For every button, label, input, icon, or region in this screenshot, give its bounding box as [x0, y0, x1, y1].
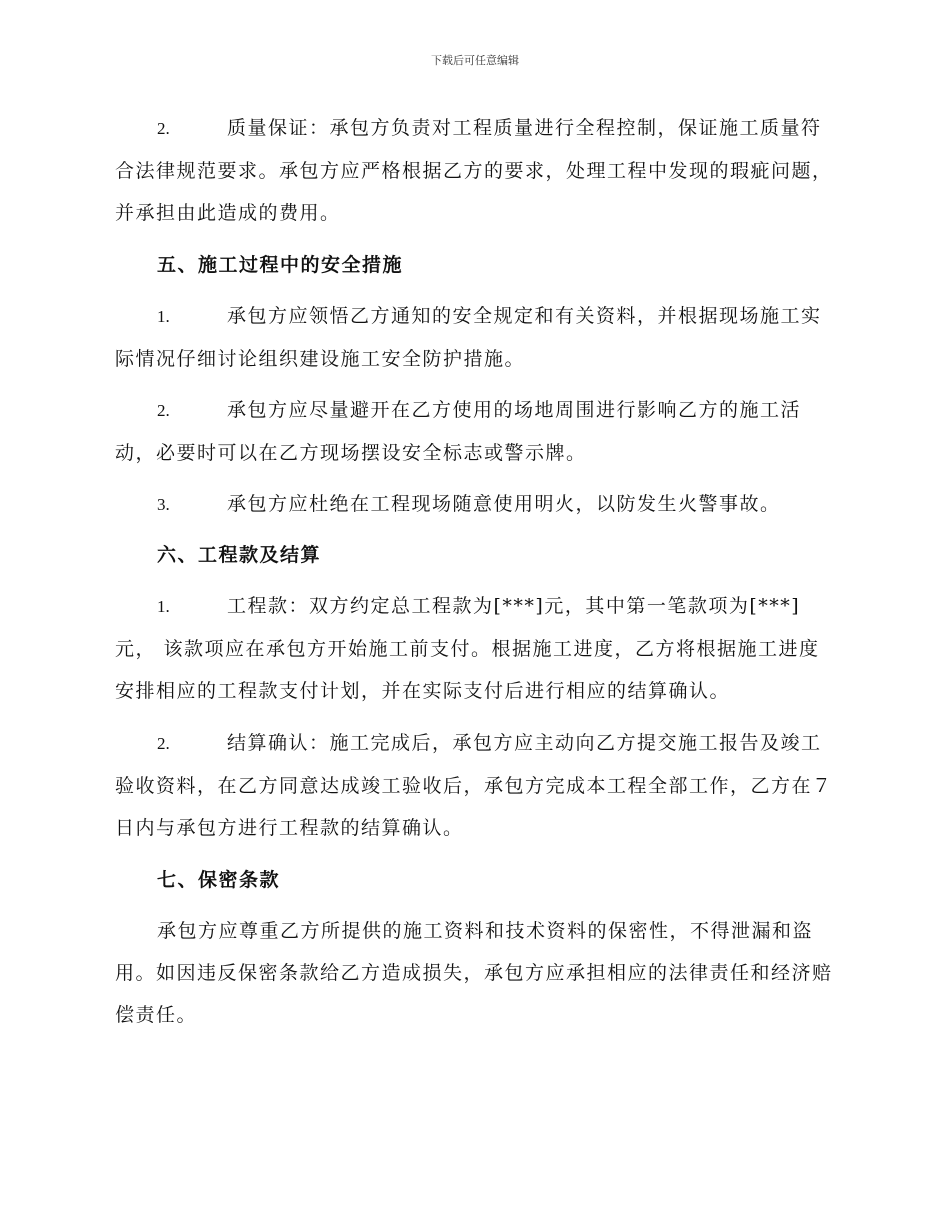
quality-guarantee-clause	[115, 107, 840, 234]
page-header: 下载后可任意编辑	[431, 54, 519, 67]
section-title: 六、工程款及结算	[157, 544, 322, 566]
settlement-clause-2	[115, 722, 840, 849]
clause-number: 2.	[157, 401, 170, 420]
clause-text: 承包方应尊重乙方所提供的施工资料和技术资料的保密性，不得泄漏和盗用。如因违反保密条款给乙方造成损失，承包方应承担相应的法律责任和经济赔偿责任。	[115, 920, 833, 1026]
clause-number: 2.	[157, 119, 170, 138]
clause-text: 承包方应尽量避开在乙方使用的场地周围进行影响乙方的施工活动，必要时可以在乙方现场摆设安全标志或警示牌。	[115, 399, 802, 464]
clause-text: 承包方应领悟乙方通知的安全规定和有关资料，并根据现场施工实际情况仔细讨论组织建设施工安全防护措施。	[115, 305, 822, 370]
clause-text: 质量保证：承包方负责对工程质量进行全程控制，保证施工质量符合法律规范要求。承包方应严格根据乙方的要求，处理工程中发现的瑕疵问题，并承担由此造成的费用。	[115, 117, 833, 224]
section-7-heading	[115, 865, 840, 895]
clause-number: 2.	[157, 734, 170, 753]
section-title: 五、施工过程中的安全措施	[157, 254, 404, 276]
safety-clause-1	[115, 295, 840, 380]
clause-number: 1.	[157, 307, 170, 326]
confidentiality-clause	[115, 910, 840, 1036]
clause-number: 3.	[157, 495, 170, 514]
section-6-heading	[115, 540, 840, 570]
safety-clause-2	[115, 389, 840, 474]
payment-clause-1	[115, 585, 840, 712]
clause-text: 工程款：双方约定总工程款为[***]元，其中第一笔款项为[***]元， 该款项应在承包方开始施工前支付。根据施工进度，乙方将根据施工进度安排相应的工程款支付计划，并在实际支付后进行相应的结算确认。	[115, 595, 820, 702]
clause-text: 结算确认：施工完成后，承包方应主动向乙方提交施工报告及竣工验收资料，在乙方同意达成竣工验收后，承包方完成本工程全部工作，乙方在７日内与承包方进行工程款的结算确认。	[115, 732, 833, 839]
section-title: 七、保密条款	[157, 869, 281, 891]
safety-clause-3	[115, 483, 840, 526]
section-5-heading	[115, 250, 840, 280]
clause-text: 承包方应杜绝在工程现场随意使用明火，以防发生火警事故。	[227, 493, 781, 515]
clause-number: 1.	[157, 597, 170, 616]
